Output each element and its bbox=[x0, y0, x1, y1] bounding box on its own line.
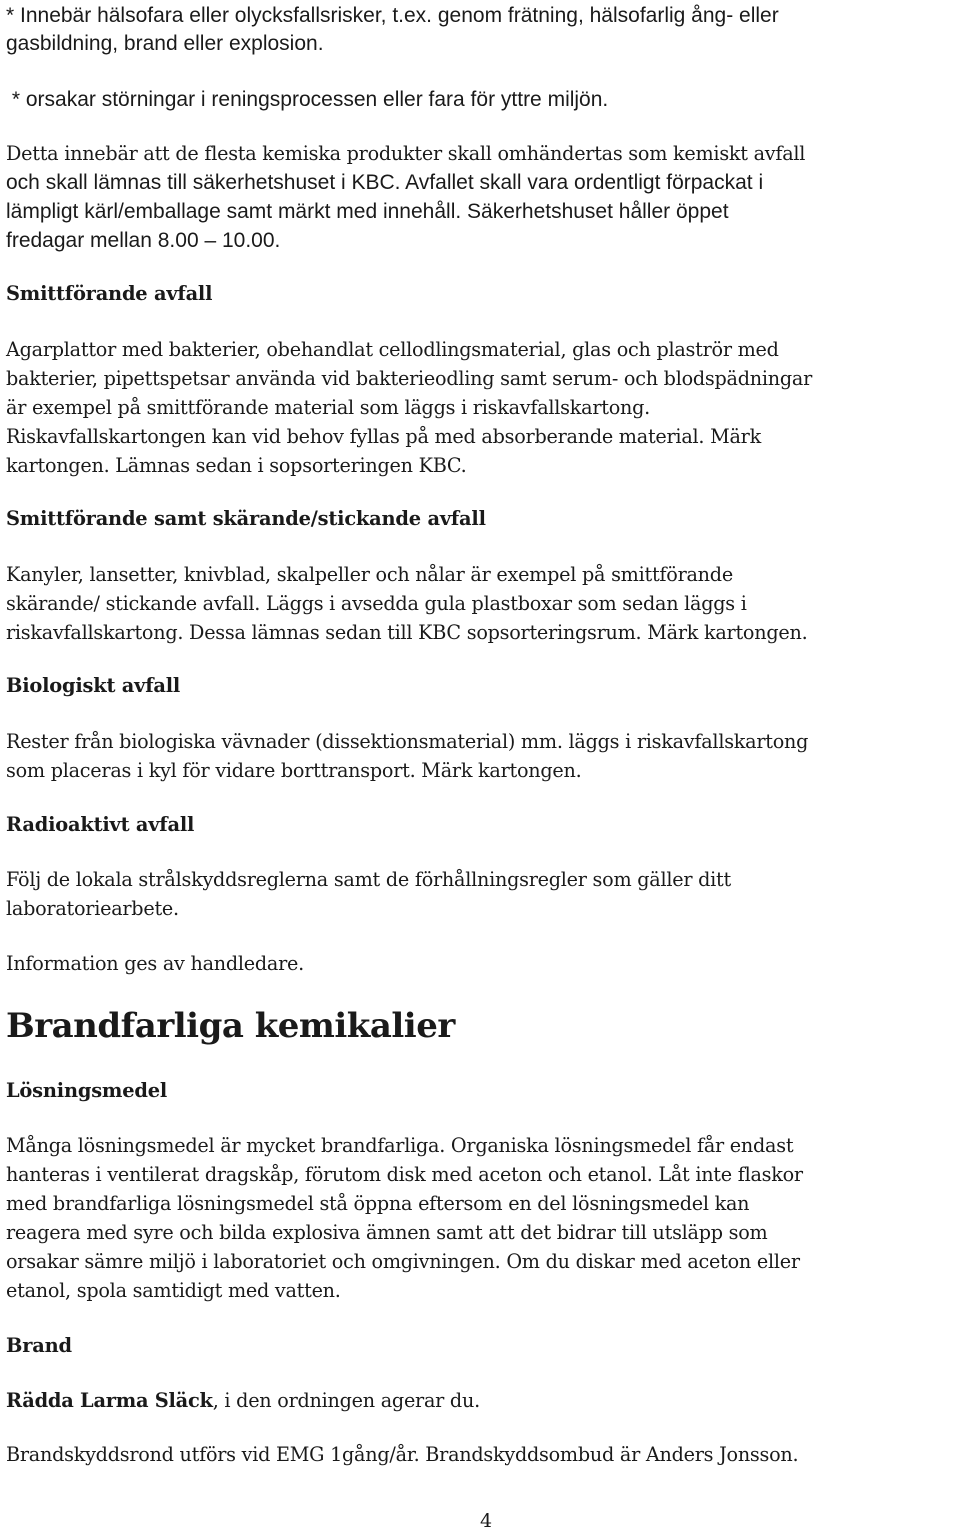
text-line: fredagar mellan 8.00 – 10.00. bbox=[6, 229, 281, 252]
text-line: reagera med syre och bilda explosiva ämnen samt att det bidrar till utsläpp som bbox=[6, 1221, 768, 1244]
text-line: Riskavfallskartongen kan vid behov fyllas på med absorberande material. Märk bbox=[6, 425, 761, 448]
radioaktivt-info bbox=[6, 949, 956, 978]
text-line bbox=[6, 1386, 956, 1415]
text-line: är exempel på smittförande material som läggs i riskavfallskartong. bbox=[6, 396, 651, 419]
text-line: kartongen. Lämnas sedan i sopsorteringen KBC. bbox=[6, 454, 467, 477]
text-line: etanol, spola samtidigt med vatten. bbox=[6, 1279, 341, 1302]
text-line: Följ de lokala strålskyddsreglerna samt de förhållningsregler som gäller ditt bbox=[6, 868, 731, 891]
text-line: skärande/ stickande avfall. Läggs i avsedda gula plastboxar som sedan läggs i bbox=[6, 592, 747, 615]
section-title-brandfarliga-kemikalier: Brandfarliga kemikalier bbox=[6, 1006, 455, 1046]
text-line: gasbildning, brand eller explosion. bbox=[6, 32, 324, 55]
heading-biologiskt-avfall: Biologiskt avfall bbox=[6, 674, 181, 697]
text-line: orsakar sämre miljö i laboratoriet och omgivningen. Om du diskar med aceton eller bbox=[6, 1250, 800, 1273]
text-line: lämpligt kärl/emballage samt märkt med innehåll. Säkerhetshuset håller öppet bbox=[6, 200, 729, 223]
text-line: Kanyler, lansetter, knivblad, skalpeller och nålar är exempel på smittförande bbox=[6, 563, 733, 586]
text-line: Många lösningsmedel är mycket brandfarliga. Organiska lösningsmedel får endast bbox=[6, 1134, 794, 1157]
text-line: som placeras i kyl för vidare borttransport. Märk kartongen. bbox=[6, 759, 582, 782]
heading-skarande-stickande-avfall: Smittförande samt skärande/stickande avfall bbox=[6, 507, 486, 530]
rule-emphasis: Rädda Larma Släck bbox=[6, 1389, 213, 1412]
text-line: Brandskyddsrond utförs vid EMG 1gång/år. Brandskyddsombud är Anders Jonsson. bbox=[6, 1443, 799, 1466]
heading-losningsmedel: Lösningsmedel bbox=[6, 1079, 168, 1102]
text-line: Agarplattor med bakterier, obehandlat cellodlingsmaterial, glas och plaströr med bbox=[6, 338, 779, 361]
text-line: Information ges av handledare. bbox=[6, 952, 304, 975]
brand-rule bbox=[6, 1386, 956, 1415]
losningsmedel-paragraph bbox=[6, 1131, 956, 1305]
heading-smittforande-avfall: Smittförande avfall bbox=[6, 282, 213, 305]
text-line: bakterier, pipettspetsar använda vid bakterieodling samt serum- och blodspädningar bbox=[6, 367, 813, 390]
text-line: * orsakar störningar i reningsprocessen eller fara för yttre miljön. bbox=[6, 88, 609, 111]
brand-rond bbox=[6, 1440, 956, 1469]
text-line: riskavfallskartong. Dessa lämnas sedan till KBC sopsorteringsrum. Märk kartongen. bbox=[6, 621, 808, 644]
hazard-bullet-1 bbox=[6, 2, 956, 58]
rule-rest: , i den ordningen agerar du. bbox=[212, 1389, 480, 1412]
radioaktivt-paragraph bbox=[6, 865, 956, 923]
text-line: * Innebär hälsofara eller olycksfallsrisker, t.ex. genom frätning, hälsofarlig ång- eller bbox=[6, 4, 779, 27]
biologiskt-paragraph bbox=[6, 727, 956, 785]
text-line: och skall lämnas till säkerhetshuset i KBC. Avfallet skall vara ordentligt förpackat i bbox=[6, 171, 764, 194]
heading-radioaktivt-avfall: Radioaktivt avfall bbox=[6, 813, 195, 836]
intro-paragraph bbox=[6, 139, 956, 255]
skarande-paragraph bbox=[6, 560, 956, 647]
page-number: 4 bbox=[479, 1510, 493, 1532]
text-line: laboratoriearbete. bbox=[6, 897, 179, 920]
smittforande-paragraph bbox=[6, 335, 956, 480]
text-line: Rester från biologiska vävnader (dissektionsmaterial) mm. läggs i riskavfallskartong bbox=[6, 730, 809, 753]
text-line: med brandfarliga lösningsmedel stå öppna eftersom en del lösningsmedel kan bbox=[6, 1192, 750, 1215]
hazard-bullet-2 bbox=[6, 86, 956, 114]
heading-brand: Brand bbox=[6, 1334, 72, 1357]
text-line: Detta innebär att de flesta kemiska produkter skall omhändertas som kemiskt avfall bbox=[6, 142, 806, 165]
text-line: hanteras i ventilerat dragskåp, förutom disk med aceton och etanol. Låt inte flaskor bbox=[6, 1163, 803, 1186]
